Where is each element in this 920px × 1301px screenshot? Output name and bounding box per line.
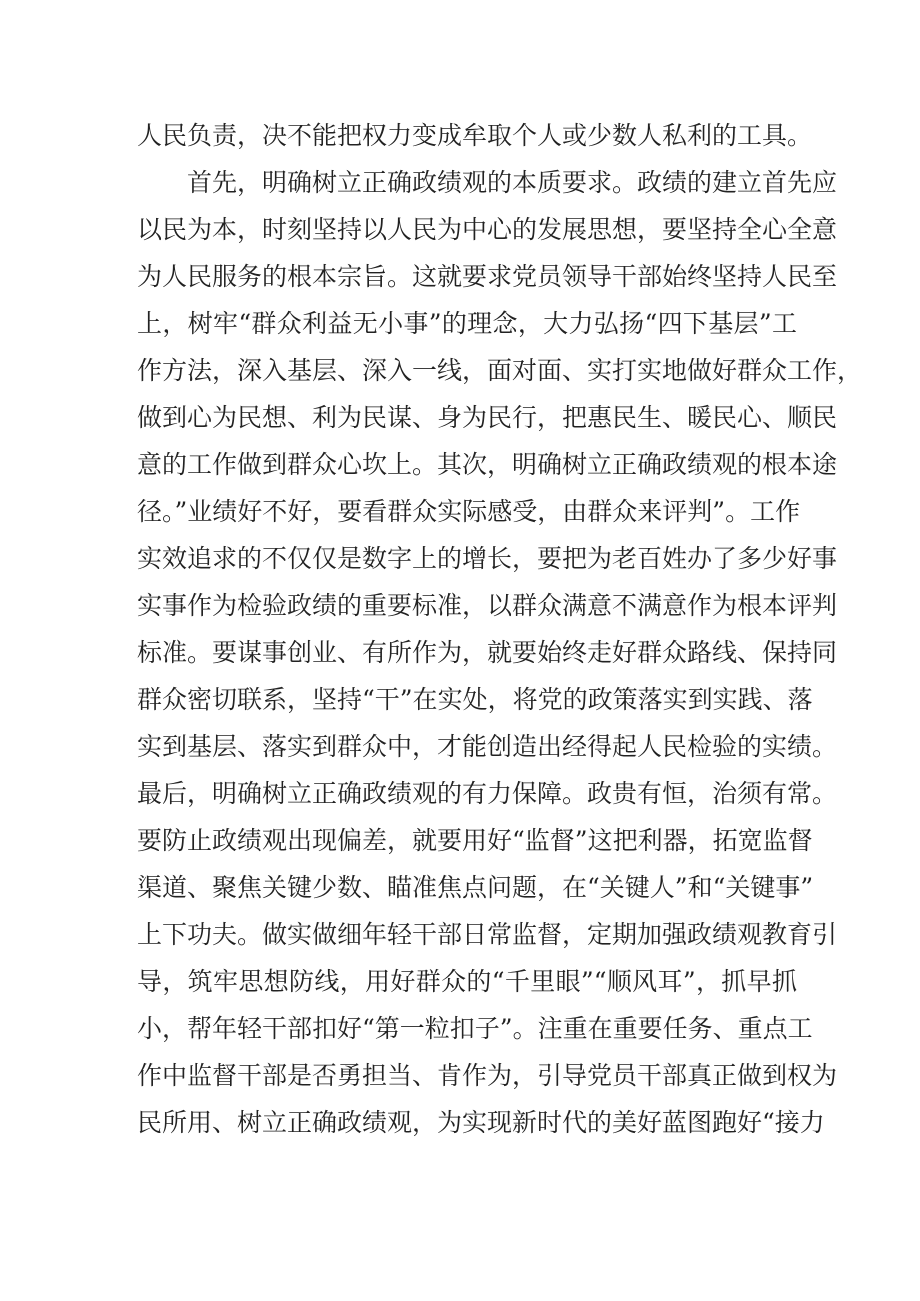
text-line: 要防止政绩观出现偏差，就要用好“监督”这把利器，拓宽监督 [137, 826, 813, 855]
text-line: 径。”业绩好不好，要看群众实际感受，由群众来评判”。工作 [137, 497, 801, 526]
text-line: 作中监督干部是否勇担当、肯作为，引导党员干部真正做到权为 [137, 1061, 838, 1090]
text-line: 人民负责，决不能把权力变成牟取个人或少数人私利的工具。 [137, 121, 813, 150]
text-line: 最后，明确树立正确政绩观的有力保障。政贵有恒，治须有常。 [137, 779, 838, 808]
text-line: 民所用、树立正确政绩观，为实现新时代的美好蓝图跑好“接力 [137, 1108, 825, 1137]
text-line: 上下功夫。做实做细年轻干部日常监督，定期加强政绩观教育引 [137, 920, 838, 949]
text-line: 实事作为检验政绩的重要标准，以群众满意不满意作为根本评判 [137, 591, 838, 620]
text-line: 实到基层、落实到群众中，才能创造出经得起人民检验的实绩。 [137, 732, 838, 761]
body-text [137, 112, 863, 1146]
text-line: 标准。要谋事创业、有所作为，就要始终走好群众路线、保持同 [137, 638, 838, 667]
text-line: 导，筑牢思想防线，用好群众的“千里眼”“顺风耳”，抓早抓 [137, 967, 797, 996]
text-line: 作方法，深入基层、深入一线，面对面、实打实地做好群众工作， [137, 356, 863, 385]
text-line: 意的工作做到群众心坎上。其次，明确树立正确政绩观的根本途 [137, 450, 838, 479]
text-line: 小，帮年轻干部扣好“第一粒扣子”。注重在重要任务、重点工 [137, 1014, 813, 1043]
text-line: 以民为本，时刻坚持以人民为中心的发展思想，要坚持全心全意 [137, 215, 838, 244]
text-line: 做到心为民想、利为民谋、身为民行，把惠民生、暖民心、顺民 [137, 403, 838, 432]
text-line: 为人民服务的根本宗旨。这就要求党员领导干部始终坚持人民至 [137, 262, 838, 291]
text-line: 群众密切联系，坚持“干”在实处，将党的政策落实到实践、落 [137, 685, 813, 714]
text-line: 上，树牢“群众利益无小事”的理念，大力弘扬“四下基层”工 [137, 309, 797, 338]
text-line: 首先，明确树立正确政绩观的本质要求。政绩的建立首先应 [137, 168, 838, 197]
text-line: 实效追求的不仅仅是数字上的增长，要把为老百姓办了多少好事 [137, 544, 838, 573]
text-line: 渠道、聚焦关键少数、瞄准焦点问题，在“关键人”和“关键事” [137, 873, 814, 902]
